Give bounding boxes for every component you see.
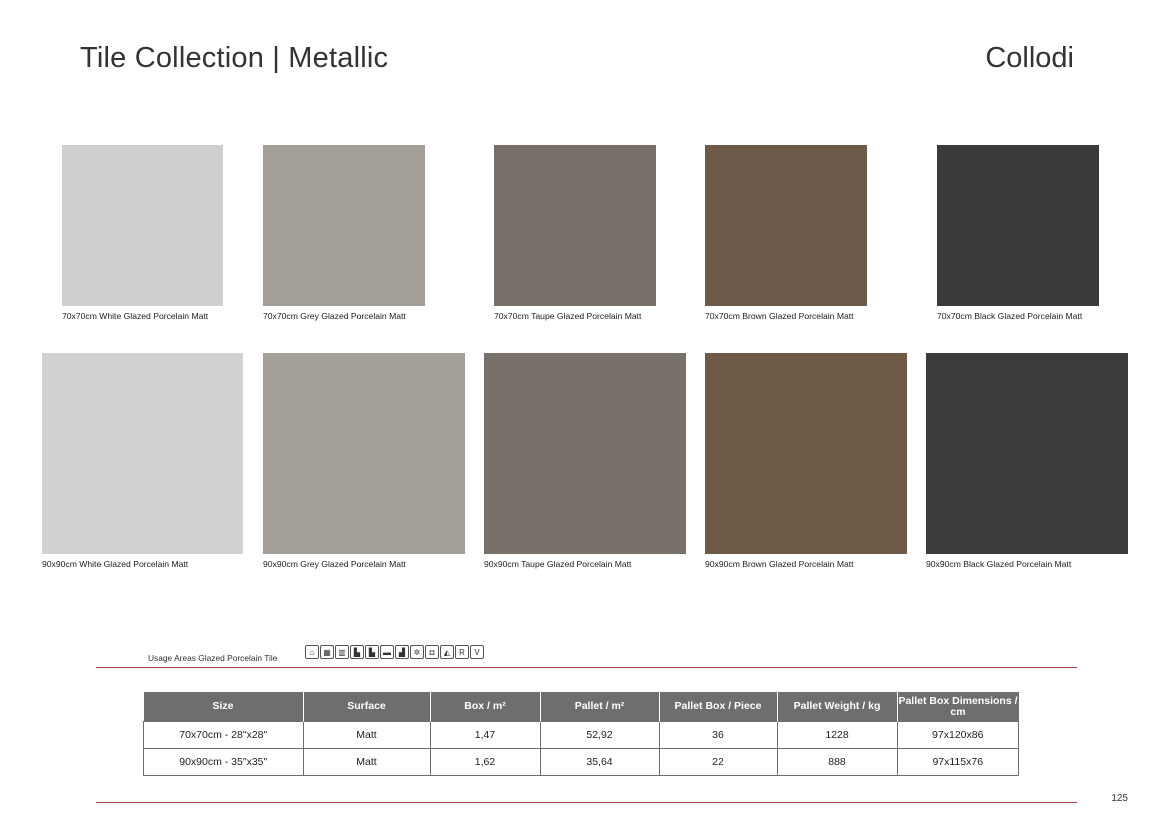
divider-top [96, 667, 1077, 668]
heavy-traffic-icon: ▙ [365, 645, 379, 659]
table-cell: 22 [659, 749, 777, 776]
page-title: Tile Collection | Metallic [80, 42, 389, 74]
table-cell: 70x70cm - 28"x28" [144, 722, 304, 749]
rectified-icon: R [455, 645, 469, 659]
tile-swatch [937, 145, 1099, 306]
outdoor-icon: ▟ [395, 645, 409, 659]
tile-swatch [494, 145, 656, 306]
tile-caption: 70x70cm Grey Glazed Porcelain Matt [263, 311, 406, 321]
col-surface: Surface [303, 692, 430, 722]
col-box-m2: Box / m² [430, 692, 540, 722]
tile-swatch [705, 353, 907, 554]
table-cell: 888 [777, 749, 897, 776]
collection-name: Collodi [985, 42, 1074, 74]
tile-swatch [42, 353, 243, 554]
tile-swatch [263, 353, 465, 554]
usage-areas-label: Usage Areas Glazed Porcelain Tile [148, 653, 278, 663]
tile-caption: 90x90cm Grey Glazed Porcelain Matt [263, 559, 406, 569]
indoor-icon: ⌂ [305, 645, 319, 659]
tile-swatch [484, 353, 686, 554]
table-cell: Matt [303, 722, 430, 749]
shade-variation-icon: V [470, 645, 484, 659]
tile-caption: 90x90cm Black Glazed Porcelain Matt [926, 559, 1072, 569]
table-cell: 97x115x76 [897, 749, 1019, 776]
countertop-icon: ▬ [380, 645, 394, 659]
shower-icon: ◭ [440, 645, 454, 659]
tile-caption: 90x90cm Brown Glazed Porcelain Matt [705, 559, 854, 569]
tile-caption: 90x90cm Taupe Glazed Porcelain Matt [484, 559, 632, 569]
table-cell: 1,62 [430, 749, 540, 776]
table-cell: 35,64 [540, 749, 659, 776]
usage-icons [305, 645, 484, 659]
tile-caption: 70x70cm Black Glazed Porcelain Matt [937, 311, 1083, 321]
col-size: Size [144, 692, 304, 722]
tile-swatch [62, 145, 223, 306]
col-pallet-box-piece: Pallet Box / Piece [659, 692, 777, 722]
wall-icon: ▥ [335, 645, 349, 659]
light-traffic-icon: ▙ [350, 645, 364, 659]
spec-table [143, 692, 1019, 776]
table-header-row [144, 692, 1019, 722]
frost-resistant-icon: ✲ [410, 645, 424, 659]
col-pallet-m2: Pallet / m² [540, 692, 659, 722]
table-cell: 90x90cm - 35"x35" [144, 749, 304, 776]
tile-swatch [926, 353, 1128, 554]
table-cell: 36 [659, 722, 777, 749]
col-pallet-weight: Pallet Weight / kg [777, 692, 897, 722]
wet-area-icon: ◘ [425, 645, 439, 659]
tile-swatch [263, 145, 425, 306]
table-cell: 97x120x86 [897, 722, 1019, 749]
tile-caption: 70x70cm Brown Glazed Porcelain Matt [705, 311, 854, 321]
col-pallet-dimensions: Pallet Box Dimensions / cm [897, 692, 1019, 722]
page-number: 125 [1111, 793, 1128, 804]
table-cell: Matt [303, 749, 430, 776]
table-cell: 1,47 [430, 722, 540, 749]
table-cell: 52,92 [540, 722, 659, 749]
tile-caption: 70x70cm White Glazed Porcelain Matt [62, 311, 209, 321]
tile-swatch [705, 145, 867, 306]
table-row [144, 722, 1019, 749]
tile-caption: 70x70cm Taupe Glazed Porcelain Matt [494, 311, 642, 321]
table-cell: 1228 [777, 722, 897, 749]
table-row [144, 749, 1019, 776]
divider-bottom [96, 802, 1077, 803]
tile-caption: 90x90cm White Glazed Porcelain Matt [42, 559, 189, 569]
floor-icon: ▦ [320, 645, 334, 659]
